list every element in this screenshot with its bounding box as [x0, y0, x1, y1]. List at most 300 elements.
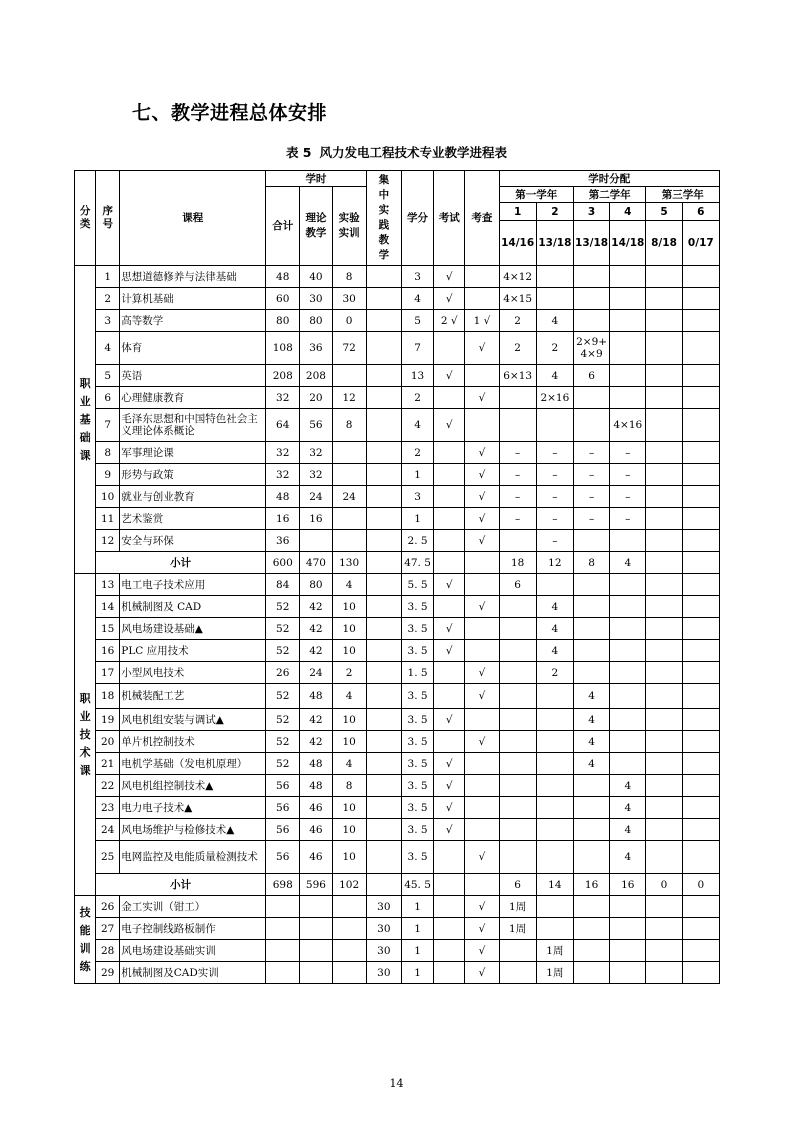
table-cell: 3. 5 [401, 640, 433, 662]
table-row [75, 464, 720, 486]
table-cell [332, 365, 366, 387]
table-cell: 11 [96, 508, 120, 530]
table-cell [573, 387, 609, 409]
table-cell: √ [465, 530, 499, 552]
table-cell [499, 962, 536, 984]
table-cell: 10 [332, 797, 366, 819]
table-row [75, 684, 720, 709]
table-row [75, 387, 720, 409]
table-cell: 2 [401, 442, 433, 464]
table-cell: 64 [266, 409, 300, 442]
subtotal-label: 小计 [96, 874, 266, 896]
table-cell: 3. 5 [401, 797, 433, 819]
table-cell: 72 [332, 332, 366, 365]
table-cell: 4×16 [610, 409, 646, 442]
table-row [75, 640, 720, 662]
table-cell: 10 [96, 486, 120, 508]
table-cell: – [610, 464, 646, 486]
header-year1: 第一学年 [499, 187, 573, 203]
table-cell [682, 530, 719, 552]
table-cell: 600 [266, 552, 300, 574]
header-concentrated: 集中实践教学 [366, 171, 401, 266]
table-cell [646, 918, 682, 940]
table-cell: 1 [401, 940, 433, 962]
table-cell [332, 896, 366, 918]
table-cell: 1 [96, 266, 120, 288]
table-cell: √ [465, 940, 499, 962]
table-cell: √ [434, 618, 465, 640]
table-cell: 4×12 [499, 266, 536, 288]
course-name: 风电场建设基础▲ [120, 618, 266, 640]
table-cell [366, 530, 401, 552]
table-cell: √ [434, 574, 465, 596]
table-cell [536, 797, 573, 819]
header-term: 1 [499, 203, 536, 221]
table-cell [366, 596, 401, 618]
table-cell [536, 775, 573, 797]
table-cell: – [573, 442, 609, 464]
table-cell [682, 731, 719, 753]
table-cell [646, 464, 682, 486]
course-name: PLC 应用技术 [120, 640, 266, 662]
table-cell: √ [465, 731, 499, 753]
table-cell: 52 [266, 618, 300, 640]
table-cell: 1周 [536, 940, 573, 962]
table-cell: – [610, 508, 646, 530]
table-cell [573, 574, 609, 596]
table-cell: 60 [266, 288, 300, 310]
table-caption-title: 风力发电工程技术专业教学进程表 [319, 145, 508, 160]
table-cell: √ [465, 486, 499, 508]
table-cell [300, 530, 332, 552]
table-cell [646, 940, 682, 962]
table-cell [434, 530, 465, 552]
table-row [75, 709, 720, 731]
table-cell [434, 918, 465, 940]
table-cell [682, 841, 719, 874]
course-name: 电力电子技术▲ [120, 797, 266, 819]
table-cell: 16 [610, 874, 646, 896]
table-cell [536, 896, 573, 918]
table-cell [682, 918, 719, 940]
table-cell [434, 596, 465, 618]
table-cell: √ [465, 442, 499, 464]
table-row [75, 486, 720, 508]
table-row [75, 731, 720, 753]
table-cell: 4 [332, 574, 366, 596]
course-name: 电工电子技术应用 [120, 574, 266, 596]
table-cell [332, 530, 366, 552]
table-cell: 2 [536, 662, 573, 684]
table-cell: 130 [332, 552, 366, 574]
table-cell [610, 365, 646, 387]
table-cell: 80 [300, 574, 332, 596]
table-cell: – [610, 486, 646, 508]
header-check: 考查 [465, 171, 499, 266]
table-cell [499, 819, 536, 841]
table-cell [266, 940, 300, 962]
table-cell: √ [465, 332, 499, 365]
table-cell [499, 409, 536, 442]
table-cell: 698 [266, 874, 300, 896]
table-cell [646, 684, 682, 709]
table-cell [646, 662, 682, 684]
table-cell [434, 508, 465, 530]
table-cell [610, 684, 646, 709]
table-cell [682, 797, 719, 819]
course-name: 风电机组安装与调试▲ [120, 709, 266, 731]
header-practice: 实验实训 [332, 187, 366, 266]
table-cell: 4 [573, 709, 609, 731]
table-cell: 16 [573, 874, 609, 896]
table-cell: 14 [96, 596, 120, 618]
table-row [75, 819, 720, 841]
section-title: 七、教学进程总体安排 [132, 102, 328, 124]
table-cell: √ [465, 387, 499, 409]
table-cell [366, 266, 401, 288]
table-cell [573, 266, 609, 288]
table-cell: 52 [266, 753, 300, 775]
table-caption [0, 143, 793, 161]
table-cell: √ [434, 797, 465, 819]
table-cell: – [536, 464, 573, 486]
table-cell: 56 [266, 841, 300, 874]
table-cell: 14 [536, 874, 573, 896]
table-cell [682, 662, 719, 684]
table-cell: 46 [300, 819, 332, 841]
table-row [75, 442, 720, 464]
table-cell [366, 574, 401, 596]
table-cell: 0 [332, 310, 366, 332]
table-cell [332, 962, 366, 984]
table-cell [646, 365, 682, 387]
table-cell: √ [465, 684, 499, 709]
table-cell [465, 365, 499, 387]
header-year3: 第三学年 [646, 187, 720, 203]
table-cell [434, 464, 465, 486]
table-cell [610, 387, 646, 409]
table-cell [366, 775, 401, 797]
table-cell [682, 442, 719, 464]
table-cell: 16 [96, 640, 120, 662]
table-cell [610, 896, 646, 918]
table-cell: 40 [300, 266, 332, 288]
table-cell [300, 918, 332, 940]
table-cell [366, 797, 401, 819]
table-cell: 52 [266, 640, 300, 662]
table-row [75, 962, 720, 984]
table-cell: 26 [266, 662, 300, 684]
table-cell [366, 819, 401, 841]
table-cell: 208 [266, 365, 300, 387]
table-cell [366, 508, 401, 530]
table-cell [465, 574, 499, 596]
category-label: 技能训练 [75, 896, 96, 984]
table-cell [465, 409, 499, 442]
table-cell [366, 288, 401, 310]
table-cell: 10 [332, 841, 366, 874]
table-cell [573, 841, 609, 874]
header-term: 6 [682, 203, 719, 221]
table-cell: 47. 5 [401, 552, 433, 574]
table-cell: 4 [610, 552, 646, 574]
table-cell: 6 [499, 574, 536, 596]
table-cell [682, 709, 719, 731]
table-cell: 2×9+ 4×9 [573, 332, 609, 365]
table-cell [682, 896, 719, 918]
table-cell [682, 962, 719, 984]
table-cell [465, 618, 499, 640]
table-cell: 10 [332, 618, 366, 640]
table-cell: 32 [300, 442, 332, 464]
header-theory: 理论教学 [300, 187, 332, 266]
table-cell [610, 662, 646, 684]
table-cell: √ [434, 266, 465, 288]
table-cell [646, 797, 682, 819]
table-cell [499, 662, 536, 684]
course-name: 电网监控及电能质量检测技术 [120, 841, 266, 874]
table-cell [366, 753, 401, 775]
table-cell: 30 [366, 940, 401, 962]
table-cell: – [499, 442, 536, 464]
table-cell: 4 [610, 797, 646, 819]
header-course: 课程 [120, 171, 266, 266]
table-cell [366, 365, 401, 387]
table-cell [610, 918, 646, 940]
table-cell: – [536, 442, 573, 464]
course-name: 机械制图及 CAD [120, 596, 266, 618]
table-cell [646, 288, 682, 310]
table-cell [536, 266, 573, 288]
table-cell: 2 [401, 387, 433, 409]
table-cell [536, 409, 573, 442]
table-cell [646, 640, 682, 662]
table-cell [499, 797, 536, 819]
table-cell: 10 [332, 731, 366, 753]
header-total: 合计 [266, 187, 300, 266]
table-body [75, 266, 720, 984]
table-row [75, 530, 720, 552]
header-category: 分类 [75, 171, 96, 266]
table-cell [610, 962, 646, 984]
table-cell: 18 [499, 552, 536, 574]
table-cell [366, 874, 401, 896]
teaching-plan-table [74, 170, 720, 984]
table-cell: 42 [300, 731, 332, 753]
table-cell [682, 552, 719, 574]
table-cell: 4 [401, 409, 433, 442]
table-cell: 2 [499, 310, 536, 332]
table-cell [646, 709, 682, 731]
table-cell: 12 [96, 530, 120, 552]
table-cell: 30 [300, 288, 332, 310]
table-cell [366, 684, 401, 709]
course-name: 风电场建设基础实训 [120, 940, 266, 962]
table-cell [682, 596, 719, 618]
table-cell: 4 [332, 684, 366, 709]
table-cell [366, 442, 401, 464]
table-cell: 13 [96, 574, 120, 596]
table-cell [682, 310, 719, 332]
table-cell [646, 310, 682, 332]
table-cell: 2 √ [434, 310, 465, 332]
table-cell: √ [434, 775, 465, 797]
table-cell: √ [434, 409, 465, 442]
table-cell: – [499, 464, 536, 486]
table-cell [434, 486, 465, 508]
course-name: 英语 [120, 365, 266, 387]
table-cell [536, 731, 573, 753]
table-cell [646, 618, 682, 640]
table-cell: 32 [266, 387, 300, 409]
table-cell [366, 464, 401, 486]
table-row [75, 918, 720, 940]
table-cell: 4 [96, 332, 120, 365]
table-cell [465, 552, 499, 574]
table-cell [332, 508, 366, 530]
table-cell: 6 [499, 874, 536, 896]
table-row [75, 266, 720, 288]
table-cell [610, 266, 646, 288]
table-cell: 2 [332, 662, 366, 684]
table-cell: 4 [610, 819, 646, 841]
table-cell: 27 [96, 918, 120, 940]
table-cell: – [573, 508, 609, 530]
table-cell [434, 731, 465, 753]
table-cell [646, 962, 682, 984]
table-cell: 6 [573, 365, 609, 387]
table-cell: 48 [300, 753, 332, 775]
table-cell: √ [434, 819, 465, 841]
table-cell [646, 753, 682, 775]
table-cell: 4 [401, 288, 433, 310]
table-cell [536, 819, 573, 841]
page-number: 14 [389, 1077, 404, 1090]
course-name: 计算机基础 [120, 288, 266, 310]
category-label: 职业技术课 [75, 574, 96, 896]
table-cell [434, 684, 465, 709]
table-row [75, 332, 720, 365]
table-cell: 52 [266, 596, 300, 618]
table-cell [499, 596, 536, 618]
course-name: 高等数学 [120, 310, 266, 332]
table-cell: 4 [573, 731, 609, 753]
table-cell: – [536, 508, 573, 530]
course-name: 军事理论课 [120, 442, 266, 464]
table-cell [499, 684, 536, 709]
table-cell [366, 409, 401, 442]
table-cell: 4 [610, 775, 646, 797]
table-row [75, 940, 720, 962]
table-cell: 48 [266, 486, 300, 508]
table-cell [573, 409, 609, 442]
table-cell: 3. 5 [401, 709, 433, 731]
table-cell [682, 365, 719, 387]
table-row [75, 896, 720, 918]
table-cell: 42 [300, 596, 332, 618]
table-cell [536, 684, 573, 709]
table-cell [366, 841, 401, 874]
table-cell [465, 797, 499, 819]
course-name: 机械装配工艺 [120, 684, 266, 709]
table-cell [465, 819, 499, 841]
table-cell: 3 [401, 486, 433, 508]
course-name: 金工实训（钳工） [120, 896, 266, 918]
table-cell [465, 874, 499, 896]
table-cell: 16 [266, 508, 300, 530]
table-cell: 4 [610, 841, 646, 874]
table-cell: 28 [96, 940, 120, 962]
table-row [75, 797, 720, 819]
table-cell: 56 [300, 409, 332, 442]
table-cell: – [499, 508, 536, 530]
table-cell: 1 √ [465, 310, 499, 332]
table-cell [610, 709, 646, 731]
category-label: 职业基础课 [75, 266, 96, 574]
table-cell [366, 332, 401, 365]
table-cell: 3. 5 [401, 731, 433, 753]
course-name: 小型风电技术 [120, 662, 266, 684]
table-cell: 0 [646, 874, 682, 896]
table-cell [332, 464, 366, 486]
table-cell: 12 [536, 552, 573, 574]
subtotal-label: 小计 [96, 552, 266, 574]
table-cell [646, 530, 682, 552]
table-cell: √ [465, 464, 499, 486]
table-cell [536, 574, 573, 596]
table-cell: 3 [401, 266, 433, 288]
table-cell: 10 [332, 596, 366, 618]
table-cell: 42 [300, 618, 332, 640]
table-cell [682, 332, 719, 365]
table-cell [646, 731, 682, 753]
table-cell [434, 387, 465, 409]
table-cell: 45. 5 [401, 874, 433, 896]
table-cell [610, 596, 646, 618]
table-cell [434, 332, 465, 365]
table-row [75, 365, 720, 387]
table-cell [610, 618, 646, 640]
table-cell: √ [434, 709, 465, 731]
table-cell [499, 618, 536, 640]
table-cell [610, 530, 646, 552]
table-cell: – [536, 530, 573, 552]
table-cell [573, 530, 609, 552]
course-name: 艺术鉴赏 [120, 508, 266, 530]
table-cell: √ [465, 841, 499, 874]
table-cell [465, 266, 499, 288]
table-cell: 3. 5 [401, 841, 433, 874]
table-cell: 208 [300, 365, 332, 387]
table-cell: 17 [96, 662, 120, 684]
table-cell [499, 709, 536, 731]
table-cell: 3. 5 [401, 753, 433, 775]
table-cell: 24 [300, 486, 332, 508]
table-cell: 470 [300, 552, 332, 574]
header-credit: 学分 [401, 171, 433, 266]
table-cell [434, 442, 465, 464]
table-cell [434, 841, 465, 874]
table-cell: 6×13 [499, 365, 536, 387]
table-cell [573, 797, 609, 819]
table-cell: 36 [300, 332, 332, 365]
table-cell: 10 [332, 709, 366, 731]
table-cell: 1周 [536, 962, 573, 984]
table-cell [573, 940, 609, 962]
table-cell [646, 775, 682, 797]
table-cell [499, 530, 536, 552]
table-cell [646, 896, 682, 918]
